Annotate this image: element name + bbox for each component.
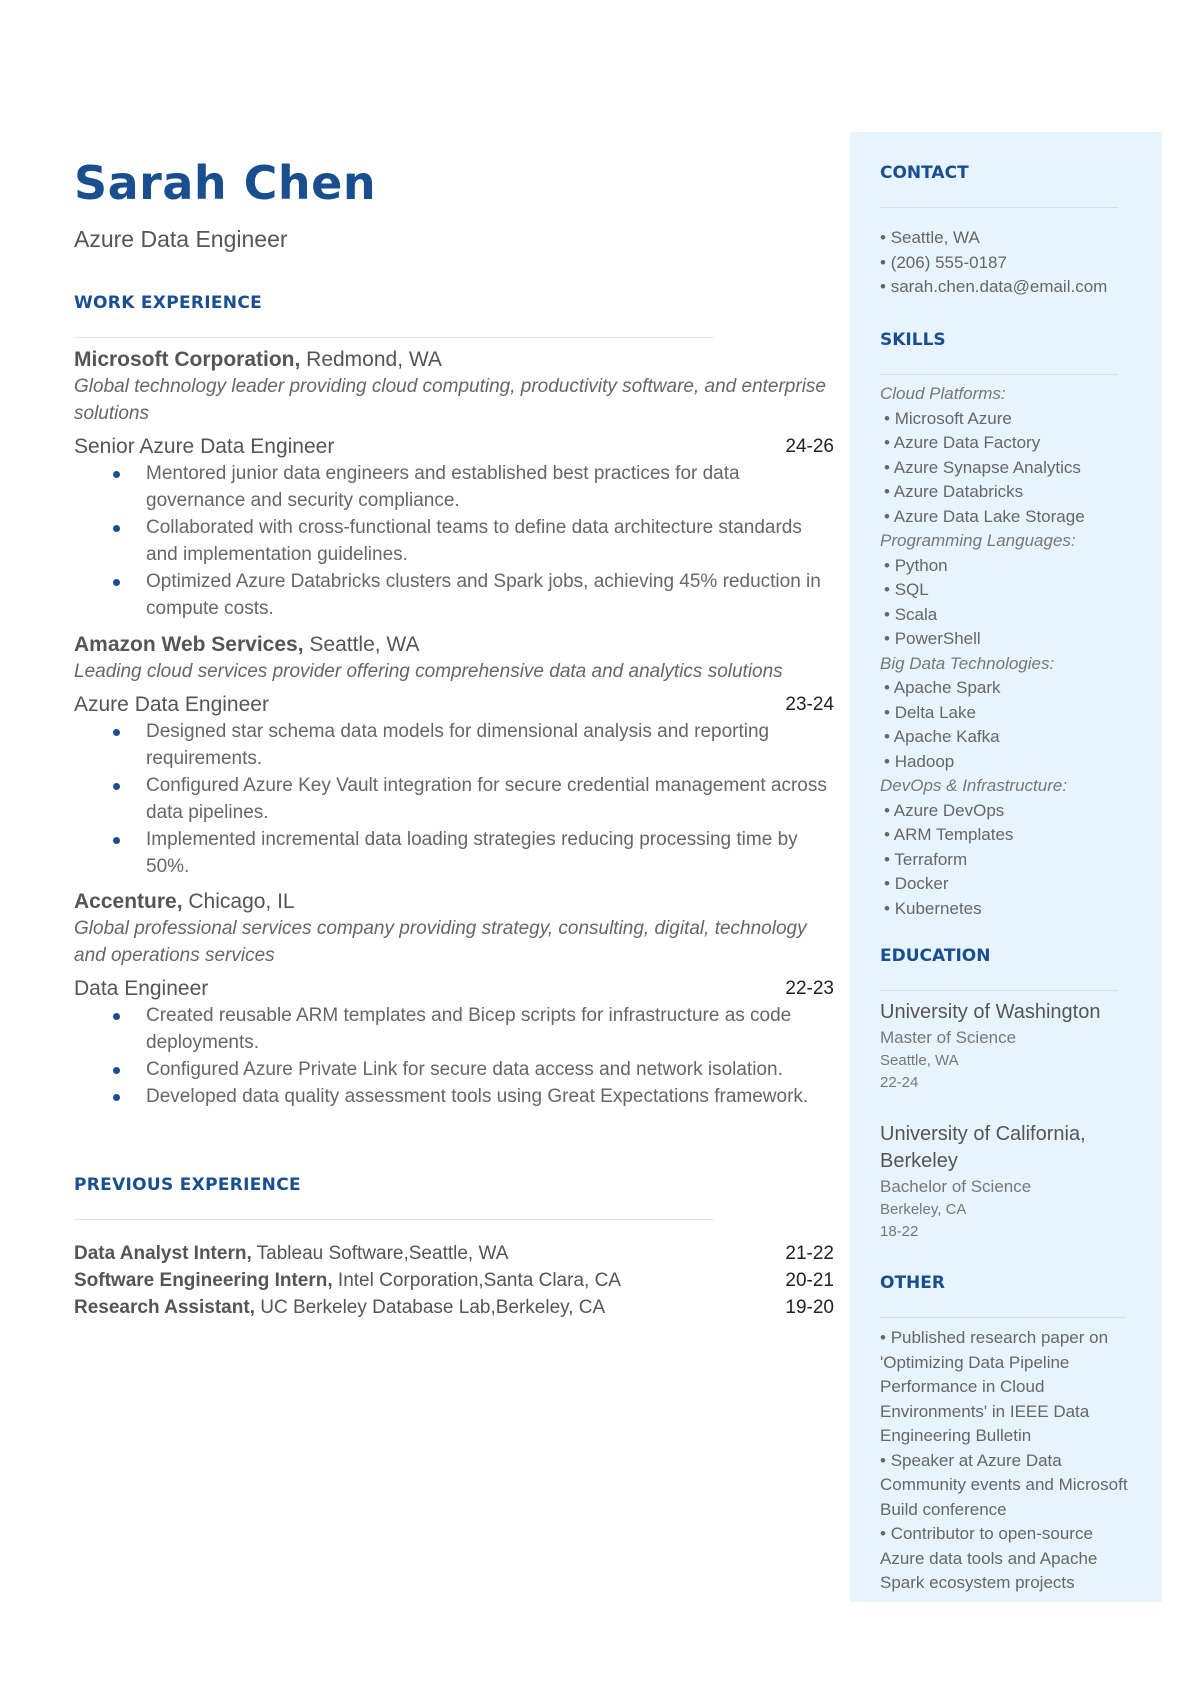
skill-item: • Apache Spark	[880, 676, 1130, 701]
contact-heading: CONTACT	[880, 163, 969, 183]
previous-experience-heading: PREVIOUS EXPERIENCE	[74, 1175, 301, 1195]
list-item: Collaborated with cross-functional teams to define data architecture standards and implementation guidelines.	[74, 514, 834, 568]
job-entry	[74, 888, 834, 1110]
skill-item: • Azure DevOps	[880, 799, 1130, 824]
job-role: Data Engineer 22-23	[74, 977, 834, 1000]
contact-phone: • (206) 555-0187	[880, 251, 1130, 276]
education-entry	[880, 999, 1130, 1094]
school-location: Berkeley, CA	[880, 1201, 967, 1218]
list-item: Designed star schema data models for dimensional analysis and reporting requirements.	[74, 718, 834, 772]
skill-item: • ARM Templates	[880, 823, 1130, 848]
job-company: Microsoft Corporation, Redmond, WA	[74, 348, 442, 371]
education-entry	[880, 1121, 1130, 1243]
skill-item: • Microsoft Azure	[880, 407, 1130, 432]
divider	[880, 1317, 1126, 1318]
candidate-name: Sarah Chen	[74, 156, 377, 210]
job-description: Global technology leader providing cloud computing, productivity software, and enterprise solutions	[74, 376, 826, 424]
degree: Bachelor of Science	[880, 1177, 1032, 1196]
skill-item: • Apache Kafka	[880, 725, 1130, 750]
job-dates: 23-24	[785, 694, 834, 715]
job-description: Leading cloud services provider offering comprehensive data and analytics solutions	[74, 661, 783, 682]
job-entry	[74, 346, 834, 622]
contact-list	[880, 226, 1130, 300]
list-item: Created reusable ARM templates and Bicep scripts for infrastructure as code deployments.	[74, 1002, 834, 1056]
divider	[880, 990, 1118, 991]
job-description: Global professional services company providing strategy, consulting, digital, technology and operations services	[74, 918, 807, 966]
skill-item: • PowerShell	[880, 627, 1130, 652]
skill-item: • Azure Databricks	[880, 480, 1130, 505]
list-item: • Contributor to open-source Azure data tools and Apache Spark ecosystem projects	[880, 1524, 1098, 1592]
skill-item: • Hadoop	[880, 750, 1130, 775]
skills-list	[880, 382, 1130, 921]
skill-item: • Scala	[880, 603, 1130, 628]
job-bullets	[74, 1002, 834, 1110]
school-location: Seattle, WA	[880, 1052, 959, 1069]
contact-location: • Seattle, WA	[880, 226, 1130, 251]
skill-category: Programming Languages:	[880, 531, 1076, 550]
work-experience-heading: WORK EXPERIENCE	[74, 293, 263, 313]
skill-category: DevOps & Infrastructure:	[880, 776, 1068, 795]
job-role: Senior Azure Data Engineer 24-26	[74, 435, 834, 458]
degree: Master of Science	[880, 1028, 1017, 1047]
job-bullets	[74, 718, 834, 880]
skill-item: • Delta Lake	[880, 701, 1130, 726]
divider	[74, 1219, 714, 1220]
list-item: Implemented incremental data loading strategies reducing processing time by 50%.	[74, 826, 834, 880]
divider	[880, 207, 1118, 208]
other-list	[880, 1326, 1130, 1596]
list-item: Configured Azure Private Link for secure data access and network isolation.	[74, 1056, 834, 1083]
skill-item: • Azure Data Factory	[880, 431, 1130, 456]
list-item: • Speaker at Azure Data Community events and Microsoft Build conference	[880, 1450, 1128, 1519]
list-item: Developed data quality assessment tools using Great Expectations framework.	[74, 1083, 834, 1110]
job-entry	[74, 631, 834, 880]
job-dates: 22-23	[785, 978, 834, 999]
divider	[74, 337, 714, 338]
list-item: Software Engineering Intern, Intel Corporation,Santa Clara, CA 20-21	[74, 1270, 834, 1291]
school-dates: 22-24	[880, 1074, 919, 1091]
skill-item: • Docker	[880, 872, 1130, 897]
skill-category: Cloud Platforms:	[880, 384, 1006, 403]
contact-email: • sarah.chen.data@email.com	[880, 275, 1130, 300]
list-item: Mentored junior data engineers and established best practices for data governance and security compliance.	[74, 460, 834, 514]
skill-item: • Terraform	[880, 848, 1130, 873]
job-bullets	[74, 460, 834, 622]
skill-item: • Azure Data Lake Storage	[880, 505, 1130, 530]
school-name: University of California, Berkeley	[880, 1123, 1086, 1172]
job-dates: 24-26	[785, 436, 834, 457]
divider	[880, 374, 1118, 375]
school-name: University of Washington	[880, 1001, 1101, 1023]
skill-item: • Kubernetes	[880, 897, 1130, 922]
skill-category: Big Data Technologies:	[880, 653, 1055, 673]
job-company: Amazon Web Services, Seattle, WA	[74, 633, 420, 656]
candidate-title: Azure Data Engineer	[74, 226, 288, 252]
list-item: Optimized Azure Databricks clusters and Spark jobs, achieving 45% reduction in compute costs.	[74, 568, 834, 622]
education-heading: EDUCATION	[880, 946, 991, 966]
skill-item: • SQL	[880, 578, 1130, 603]
list-item: • Published research paper on 'Optimizing Data Pipeline Performance in Cloud Environments' in IEEE Data Engineering Bulletin	[880, 1328, 1109, 1445]
job-company: Accenture, Chicago, IL	[74, 890, 295, 913]
job-role: Azure Data Engineer 23-24	[74, 693, 834, 716]
list-item: Data Analyst Intern, Tableau Software,Seattle, WA 21-22	[74, 1243, 834, 1264]
school-dates: 18-22	[880, 1223, 919, 1240]
list-item: Configured Azure Key Vault integration for secure credential management across data pipelines.	[74, 772, 834, 826]
skills-heading: SKILLS	[880, 330, 946, 350]
skill-item: • Azure Synapse Analytics	[880, 456, 1130, 481]
skill-item: • Python	[880, 554, 1130, 579]
list-item: Research Assistant, UC Berkeley Database Lab,Berkeley, CA 19-20	[74, 1297, 834, 1318]
other-heading: OTHER	[880, 1273, 945, 1293]
previous-experience-list	[74, 1240, 834, 1321]
